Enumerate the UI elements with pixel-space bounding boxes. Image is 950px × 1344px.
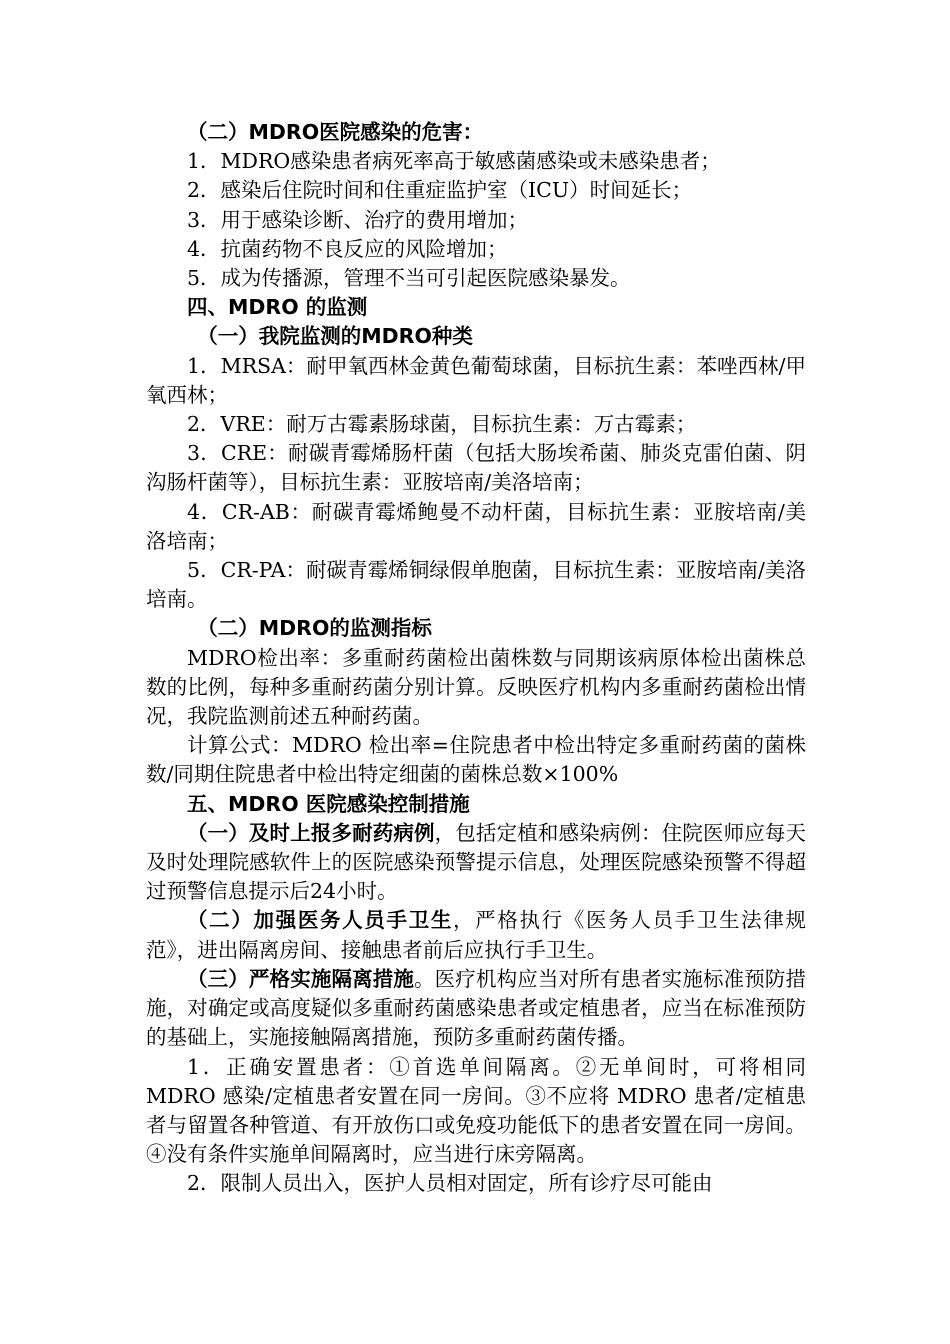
measure-report-cases bbox=[146, 819, 806, 907]
section-heading-control-measures: 五、MDRO 医院感染控制措施 bbox=[187, 791, 470, 816]
list-item: 5．成为传播源，管理不当可引起医院感染暴发。 bbox=[187, 266, 631, 291]
list-item: 5．CR-PA：耐碳青霉烯铜绿假单胞菌，目标抗生素：亚胺培南/美洛培南。 bbox=[146, 558, 806, 612]
list-item: 2．感染后住院时间和住重症监护室（ICU）时间延长； bbox=[187, 178, 693, 203]
list-item: 2．VRE：耐万古霉素肠球菌，目标抗生素：万古霉素； bbox=[187, 412, 697, 437]
measure-text: ，包括定植和感染病例：住院医师应每天及时处理院感软件上的医院感染预警提示信息，处理医院感染预警不得超过预警信息提示后24小时。 bbox=[146, 820, 807, 904]
paragraph-detection-rate: MDRO检出率：多重耐药菌检出菌株数与同期该病原体检出菌株总数的比例，每种多重耐药菌分别计算。反映医疗机构内多重耐药菌检出情况，我院监测前述五种耐药菌。 bbox=[146, 645, 806, 729]
list-item: 3．CRE：耐碳青霉烯肠杆菌（包括大肠埃希菌、肺炎克雷伯菌、阴沟肠杆菌等），目标抗生素：亚胺培南/美洛培南； bbox=[146, 441, 806, 495]
measure-lead: （二）加强医务人员手卫生 bbox=[187, 908, 453, 933]
section-heading-monitoring: 四、MDRO 的监测 bbox=[187, 295, 368, 320]
measure-lead: （三）严格实施隔离措施 bbox=[187, 966, 415, 991]
list-item: 4．CR-AB：耐碳青霉烯鲍曼不动杆菌，目标抗生素：亚胺培南/美洛培南； bbox=[146, 499, 806, 553]
measure-lead: （一）及时上报多耐药病例 bbox=[187, 820, 435, 845]
list-item: 3．用于感染诊断、治疗的费用增加； bbox=[187, 207, 529, 232]
measure-text: 。医疗机构应当对所有患者实施标准预防措施，对确定或高度疑似多重耐药菌感染患者或定植患者，应当在标准预防的基础上，实施接触隔离措施，预防多重耐药菌传播。 bbox=[146, 966, 807, 1050]
document-page bbox=[146, 118, 806, 1199]
measure-text: ，严格执行《医务人员手卫生法律规范》，进出隔离房间、接触患者前后应执行手卫生。 bbox=[146, 908, 806, 962]
measure-hand-hygiene bbox=[146, 906, 806, 964]
section-heading-mdro-hazards: （二）MDRO医院感染的危害： bbox=[187, 120, 484, 144]
paragraph-formula: 计算公式：MDRO 检出率=住院患者中检出特定多重耐药菌的菌株数/同期住院患者中检出特定细菌的菌株总数×100% bbox=[146, 733, 806, 787]
list-item: 2．限制人员出入，医护人员相对固定，所有诊疗尽可能由 bbox=[187, 1171, 713, 1196]
list-item: 1．MDRO感染患者病死率高于敏感菌感染或未感染患者； bbox=[187, 149, 721, 174]
list-item: 1．正确安置患者：①首选单间隔离。②无单间时，可将相同 MDRO 感染/定植患者安置在同一房间。③不应将 MDRO 患者/定植患者与留置各种管道、有开放伤口或免疫功能低下的患者安置在同一房间。④没有条件实施单间隔离时，应当进行床旁隔离。 bbox=[146, 1054, 806, 1167]
measure-isolation bbox=[146, 965, 806, 1053]
subsection-heading-monitoring-indicators: （二）MDRO的监测指标 bbox=[197, 616, 432, 641]
list-item: 4．抗菌药物不良反应的风险增加； bbox=[187, 236, 508, 261]
subsection-heading-mdro-types: （一）我院监测的MDRO种类 bbox=[197, 324, 473, 349]
list-item: 1．MRSA：耐甲氧西林金黄色葡萄球菌，目标抗生素：苯唑西林/甲氧西林； bbox=[146, 353, 806, 407]
